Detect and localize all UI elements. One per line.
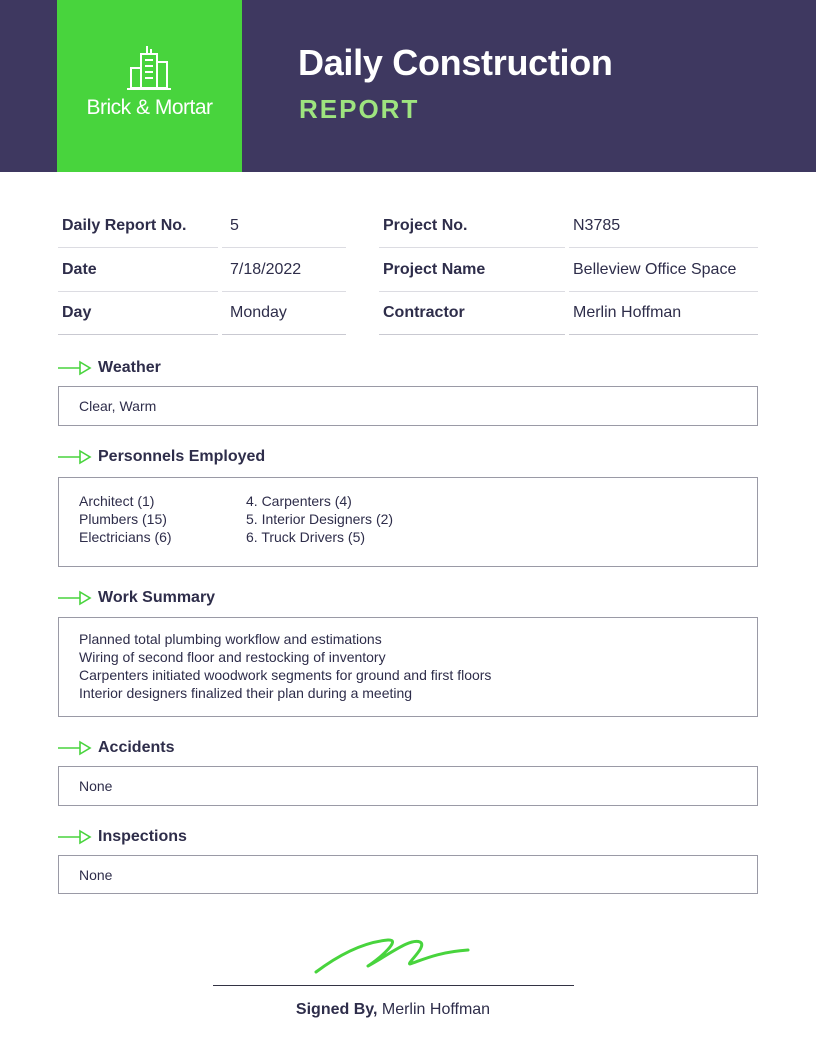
work-title: Work Summary (98, 589, 216, 606)
work-box (58, 617, 758, 717)
building-icon (127, 44, 171, 92)
info-value-date: 7/18/2022 (222, 248, 346, 292)
list-item: 6. Truck Drivers (5) (246, 529, 366, 545)
report-subtitle: REPORT (299, 94, 420, 124)
arrow-right-icon (58, 829, 92, 845)
weather-box (58, 386, 758, 426)
arrow-right-icon (58, 740, 92, 756)
personnel-column (246, 492, 393, 546)
list-item: Architect (1) (79, 493, 155, 509)
personnel-title: Personnels Employed (98, 448, 266, 465)
report-title: Daily Construction (298, 42, 613, 83)
accidents-title: Accidents (98, 739, 175, 756)
info-value-report-no: 5 (222, 204, 346, 248)
inspections-text: None (79, 867, 113, 883)
accidents-box (58, 766, 758, 806)
list-item: Plumbers (15) (79, 511, 167, 527)
list-item: Carpenters initiated woodwork segments for ground and first floors (79, 667, 492, 683)
signature-line (213, 985, 574, 986)
signature-mark (310, 924, 480, 976)
info-label-project-name: Project Name (379, 248, 565, 292)
weather-title: Weather (98, 359, 161, 376)
arrow-right-icon (58, 449, 92, 465)
arrow-right-icon (58, 360, 92, 376)
inspections-title: Inspections (98, 828, 187, 845)
info-label-project-no: Project No. (379, 204, 565, 248)
arrow-right-icon (58, 590, 92, 606)
info-label-date: Date (58, 248, 218, 292)
signed-by-label: Signed By, (295, 1001, 378, 1018)
list-item: 5. Interior Designers (2) (246, 511, 394, 527)
info-value-project-name: Belleview Office Space (569, 248, 758, 292)
personnel-column (79, 492, 172, 546)
info-label-day: Day (58, 291, 218, 335)
inspections-box (58, 855, 758, 894)
list-item: 4. Carpenters (4) (246, 493, 352, 509)
list-item: Planned total plumbing workflow and estimations (79, 631, 382, 647)
signed-by (0, 1001, 786, 1019)
weather-text: Clear, Warm (79, 398, 157, 414)
report-header (0, 0, 816, 172)
list-item: Interior designers finalized their plan during a meeting (79, 685, 413, 701)
info-value-project-no: N3785 (569, 204, 758, 248)
info-label-report-no: Daily Report No. (58, 204, 218, 248)
personnel-box (58, 477, 758, 567)
signer-name: Merlin Hoffman (381, 1001, 491, 1018)
list-item: Electricians (6) (79, 529, 172, 545)
info-value-day: Monday (222, 291, 346, 335)
brand-name: Brick & Mortar (86, 96, 213, 119)
info-label-contractor: Contractor (379, 291, 565, 335)
brand-logo (57, 0, 242, 172)
accidents-text: None (79, 778, 113, 794)
list-item: Wiring of second floor and restocking of inventory (79, 649, 386, 665)
info-value-contractor: Merlin Hoffman (569, 291, 758, 335)
